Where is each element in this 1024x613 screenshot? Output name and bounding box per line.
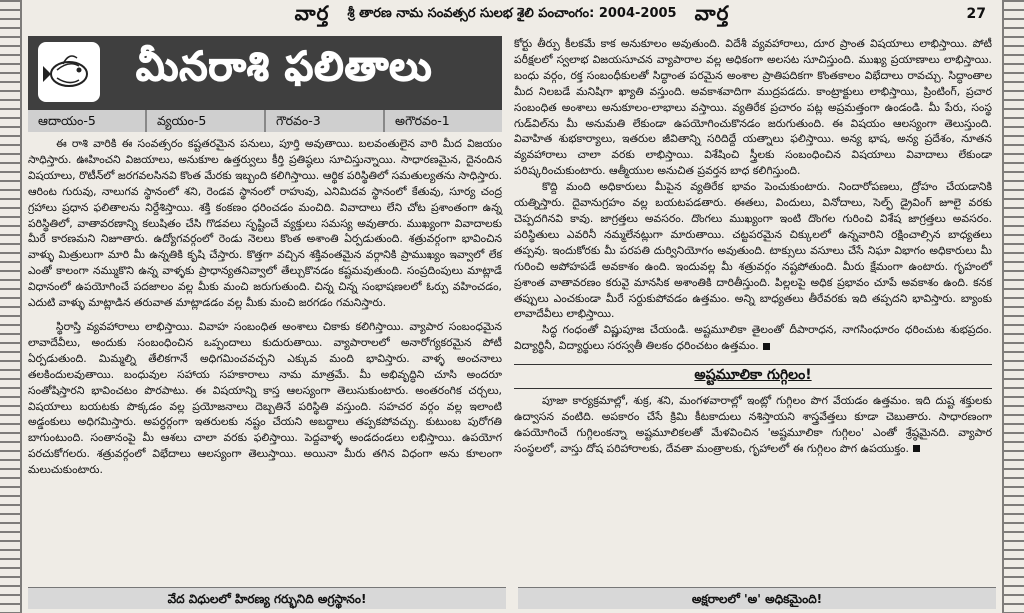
stat-honor: గౌరవం-3 <box>266 110 385 132</box>
end-mark <box>763 343 770 350</box>
paragraph: స్థిరాస్తి వ్యవహారాలు లాభిస్తాయి. వివాహ సంబంధిత అంశాలు చికాకు కలిగిస్తాయి. వ్యాపార సంబంధమైన లావాదేవీలు, అందుకు సంబంధించిన ఒప్పందాలు కుదురుతాయి. వ్యాపారాలలో అనారోగ్యకరమైన పోటీ ఏర్పడుతుంది. మిమ్మల్ని తేలికగానే అధిగమించవచ్చని ఎక్కువ మంది భావిస్తారు. వాళ్ళ అంచనాలు తలకిందులవుతాయి. బంధువుల సహాయ సహకారాలు నామ మాత్రమే. మీ అభివృద్ధిని చూసి అందరూ సంతోషిస్తారని భావించటం పొరపాటు. ఈ విషయాన్ని కాస్త ఆలస్యంగా తెలుసుకుంటారు. అంతరంగిక చర్చలు, విషయాలు బయటకు పొక్కడం వల్ల ప్రయోజనాలు దెబ్బతినే పరిస్థితి వస్తుంది. సహచర వర్గం వల్ల ఇలాంటి అడ్డంకులు అధిగమిస్తారు. అపర్ధర్గంగా ఇతరులకు నష్టం చేయని అబద్ధాలు తప్పకపోవచ్చు. కుటుంబ పురోగతి బాగుంటుంది. సంతానంపై మీ ఆశలు చాలా వరకు ఫలిస్తాయి. పెద్దవాళ్ళ అండదండలు లభిస్తాయి. ఉపయోగ పరచుకోగలరు. శత్రువర్గంలో విభేదాలు ఆలస్యంగా తెలుస్తాయి. అయినా మీరు తగిన విధంగా అను కూలంగా మలుచుకుంటారు. <box>28 319 502 477</box>
stat-income: ఆదాయం-5 <box>28 110 147 132</box>
paragraph <box>514 322 992 354</box>
footer-right: అక్షరాలలో 'అ' అధికమైంది! <box>518 587 996 609</box>
paragraph <box>514 393 992 457</box>
right-column <box>514 36 992 581</box>
paragraph: కోర్టు తీర్పు కీలకమే కాక అనుకూలం అవుతుంది. విదేశీ వ్యవహారాలు, దూర ప్రాంత విషయాలు లాభిస్తాయి. పోటీ పరీక్షలలో స్వలాభ విజయసూచన వ్యాపారాల వల్ల అధికంగా అలసట సూచిస్తుంది. ముఖ్య ప్రయాణాలు లాభిస్తాయి. బంధు వర్గం, రక్త సంబంధీకులతో సిద్ధాంత పరమైన అంశాల ప్రాతిపదికగా కొంతకాలం విభేదాలు రావచ్చు. సిద్ధాంతాల మీద నిలబడే మనిషిగా ఖ్యాతి వస్తుంది. అవకాశవాదిగా ముద్రపడదు. కాంట్రాక్టులు లాభిస్తాయి, ప్రింటింగ్, ప్రచార సంబంధిత అంశాలు అనుకూలం-లాభాలు వస్తాయి. వ్యతిరేక ప్రచారం పట్ల అప్రమత్తంగా ఉండండి. మీ పేరు, సంస్థ గుడ్‌విల్‌ను మీ అనుమతి లేకుండా ఉపయోగించుకొనడం జరుగుతుంది. ఈ విషయం ఆలస్యంగా తెలుస్తుంది. వివాహిత శుభకార్యాలు, ఇతరుల జీవితాన్ని సరిదిద్దే యత్నాలు ఫలిస్తాయి. అన్య భాష, అన్య ప్రదేశం, నూతన వ్యవహారాలు చాలా వరకు లాభిస్తాయి. విశేషించి స్త్రీలకు సంబంధించిన విషయాలు వివాదాలు లేకుండా పరిష్కరించుకుంటారు. ఆత్మీయుల అనుచిత ప్రవర్తన బాధ కలిగిస్తుంది. <box>514 37 992 178</box>
left-column <box>28 36 502 581</box>
stat-dishonor: అగౌరవం-1 <box>395 113 450 128</box>
stat-expense: వ్యయం-5 <box>147 110 266 132</box>
paragraph: ఈ రాశి వారికి ఈ సంవత్సరం కష్టతరమైన పనులు, పూర్తి అవుతాయి. బలవంతులైన వారి మీద విజయం సాధిస్తారు. ఊహించని విజయాలు, అనుకూల ఉత్తర్వులు కీర్తి ప్రతిష్ఠలు సూచిస్తున్నాయి. సాధారణమైన, దైనందిన విషయాలు, రొటీన్‌లో జరగవలసినవి కొంత మేరకు ఇబ్బంది కలిగిస్తాయి. ఆర్థిక పరిస్థితిలో సమతుల్యతను సాధిస్తారు. ఆరింట గురువు, నాలుగవ స్థానంలో శని, రెండవ స్థానంలో రాహువు, ఎనిమిదవ స్థానంలో కేతువు, సూర్య చంద్ర గ్రహాలు ప్రధాన ఫలితాలను నిర్దేశిస్తాయి. శక్తి కంకణం ధరించడం మంచిది. వివాదాలు లేని చోట ప్రశాంతంగా ఉన్న పరిస్థితిలో, వాతావరణాన్ని కలుషితం చేసి గొడవలు సృష్టించే వ్యక్తులు సమస్య అవుతారు. ముఖ్యంగా వివాదాలకు మీరే కారణమని నిజూతారు. ఉద్యోగవర్గంలో రెండు నెలలు కొంత అశాంతి ఏర్పడుతుంది. శత్రువర్గంగా భావించిన వాళ్ళు మిత్రులుగా మారి మీ ఉన్నతికి కృషి చేస్తారు. కొత్తగా వచ్చిన శక్తివంతమైన వర్గానికి ప్రాముఖ్యం ఇవ్వాలో లేక ఎంతో కాలంగా నమ్ముకొని ఉన్న వాళ్ళకు ప్రాధాన్యతనివ్వాలో తేల్చుకొనడం కష్టమవుతుంది. సంప్రదింపులు మాట్లాడే విధానంలో ఉపయోగించే పదజాలం వల్ల మీకు మంచి జరుగుతుంది. చిన్న చిన్న సంభాషణలలో ఓర్పు వహించడం, ఎదుటి వాళ్ళు మాట్లాడిన తరువాత మాట్లాడడం వల్ల మీకు మంచి జరగడం గమనిస్తారు. <box>28 137 502 310</box>
stats-bar <box>28 108 502 132</box>
fish-icon <box>38 42 100 102</box>
article-title: మీనరాశి ఫలితాలు <box>136 44 433 90</box>
page-number: 27 <box>966 6 986 22</box>
decorative-border-left <box>0 0 22 613</box>
header-title: శ్రీ తారణ నామ సంవత్సర సులభ శైలి పంచాంగం: 2004-2005 <box>347 6 677 21</box>
remedy-text: సిద్ధ గంధంతో విష్ణుపూజ చేయండి. అష్టమూలికా తైలంతో దీపారాధన, నాగసింధూరం ధరించుట శుభప్రదం. విద్యార్థినీ, విద్యార్థులు సరస్వతీ తిలకం ధరించటం ఉత్తమం. <box>514 323 992 353</box>
footer-left: వేద విధులలో హిరణ్య గర్భునిది అగ్రస్థానం! <box>28 587 506 609</box>
paragraph: కొద్ది మంది అధికారులు మీపైన వ్యతిరేక భావం పెంచుకుంటారు. నిందారోపణలు, ద్రోహం చేయడానికి యత్నిస్తారు. దైవానుగ్రహం వల్ల బయటపడతారు. ఈతలు, విందులు, వినోదాలు, సెల్ఫ్ డ్రైవింగ్ జూలై వరకు చెప్పదగినవి కావు. జాగ్రత్తలు అవసరం. దొంగలు ముఖ్యంగా ఇంటి దొంగల గురించి విశేష జాగ్రత్తలు అవసరం. పరిస్థితులు ఎవరినీ నమ్మలేనట్లుగా మారుతాయి. చట్టపరమైన చిక్కులలో ఉన్నవారిని రక్షించాల్సిన బాధ్యతలు తప్పవు. ఇందుకోరకు మీ పరపతి దుర్వినియోగం అవుతుంది. టాక్సులు వసూలు చేసే నిఘా విభాగం అధికారులు మీ గురించి అపోహపడే అవకాశం ఉంది. ఇందువల్ల మీ శత్రువర్గం నష్టపోతుంది. మీరు క్షేమంగా ఉంటారు. గృహంలో ప్రశాంత వాతావరణం కరువై మానసిక అశాంతికి దారితీస్తుంది. పిల్లలపై అధిక ప్రభావం చూపే అవకాశం ఉంది. కనక తప్పులు ఎంచకుండా మీరే సర్దుకుపోవడం ఉత్తమం. అన్ని బాధ్యతలు తీరేవరకు ఇది తప్పదని భావిస్తారు. బ్యాంకు లావాదేవీలు లాభిస్తాయి. <box>514 180 992 321</box>
page-header <box>28 2 996 28</box>
newspaper-logo-right: వార్త <box>694 0 730 25</box>
box-text: పూజా కార్యక్రమాల్లో, శుక్ర, శని, మంగళవారాల్లో ఇంట్లో గుగ్గిలం పొగ వేయడం ఉత్తమం. ఇది దుష్ట శక్తులకు ఉద్వాసన వంటిది. అపకారం చేసే క్రిమి కీటకాదులు నశిస్తాయని శాస్త్రవేత్తలు కూడా చెబుతారు. సాధారణంగా ఉపయోగించే గుగ్గిలంకన్నా అష్టమూలికలతో మేళవించిన 'అష్టమూలికా గుగ్గిలం' ఎంతో శ్రేష్ఠమైనది. వ్యాపార సంస్థలలో, వాస్తు దోష పరిహారాలకు, దేవతా మంత్రాలకు, గృహాలలో ఈ గుగ్గిలం పొగ ఉపయుక్తం. <box>514 394 992 455</box>
article-banner <box>28 36 502 108</box>
article-body-right <box>514 36 992 354</box>
end-mark <box>913 445 920 452</box>
box-body <box>514 393 992 457</box>
newspaper-logo: వార్త <box>294 0 330 25</box>
page-footer <box>28 587 996 609</box>
box-title: అష్టమూలికా గుగ్గిలం! <box>514 364 992 389</box>
article-body-left <box>28 136 502 478</box>
decorative-border-right <box>1002 0 1024 613</box>
